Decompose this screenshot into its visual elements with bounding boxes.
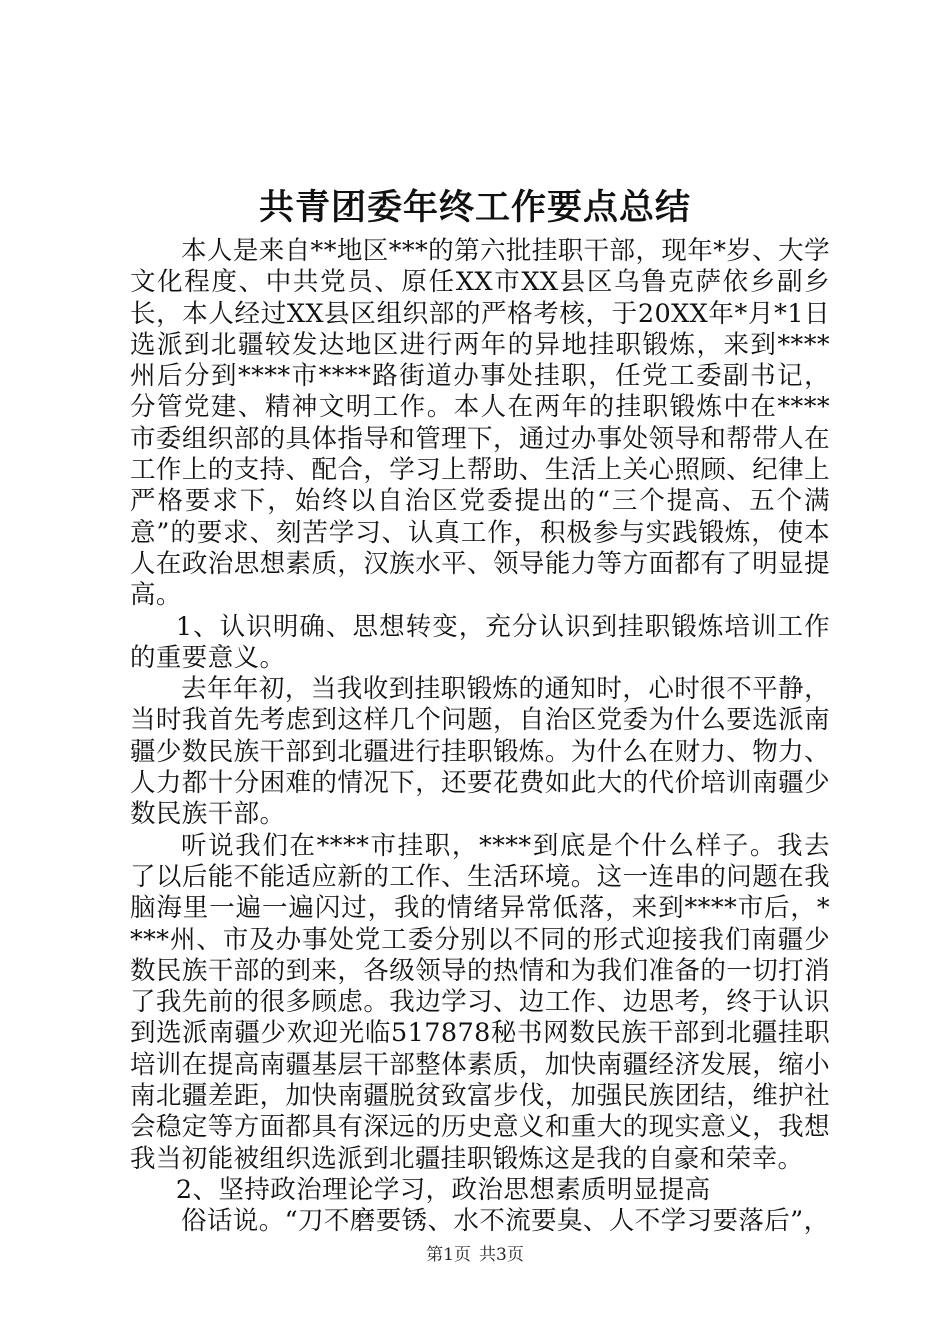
page-total: 共3页	[479, 1245, 524, 1265]
page-number: 第1页	[426, 1245, 471, 1265]
section-heading-1: 1、认识明确、思想转变，充分认识到挂职锻炼培训工作的重要意义。	[130, 611, 830, 673]
paragraph-intro: 本人是来自**地区***的第六批挂职干部，现年*岁、大学文化程度、中共党员、原任XX市XX县区乌鲁克萨依乡副乡长，本人经过XX县区组织部的严格考核，于20XX年*月*1日选派到北疆较发达地区进行两年的异地挂职锻炼，来到****州后分到****市****路街道办事处挂职，任党工委副书记，分管党建、精神文明工作。本人在两年的挂职锻炼中在****市委组织部的具体指导和管理下，通过办事处领导和帮带人在工作上的支持、配合，学习上帮助、生活上关心照顾、纪律上严格要求下，始终以自治区党委提出的“三个提高、五个满意”的要求、刻苦学习、认真工作，积极参与实践锻炼，使本人在政治思想素质，汉族水平、领导能力等方面都有了明显提高。	[130, 236, 830, 611]
paragraph-section1-b: 听说我们在****市挂职，****到底是个什么样子。我去了以后能不能适应新的工作、生活环境。这一连串的问题在我脑海里一遍一遍闪过，我的情绪异常低落，来到****市后，****州、市及办事处党工委分别以不同的形式迎接我们南疆少数民族干部的到来，各级领导的热情和为我们准备的一切打消了我先前的很多顾虑。我边学习、边工作、边思考，终于认识到选派南疆少欢迎光临517878秘书网数民族干部到北疆挂职培训在提高南疆基层干部整体素质，加快南疆经济发展，缩小南北疆差距，加快南疆脱贫致富步伐，加强民族团结，维护社会稳定等方面都具有深远的历史意义和重大的现实意义，我想我当初能被组织选派到北疆挂职锻炼这是我的自豪和荣幸。	[130, 830, 830, 1174]
paragraph-section2-a: 俗话说。“刀不磨要锈、水不流要臭、人不学习要落后”，	[181, 1206, 830, 1237]
document-title: 共青团委年终工作要点总结	[258, 187, 691, 228]
section-heading-2: 2、坚持政治理论学习，政治思想素质明显提高	[175, 1174, 711, 1205]
document-body	[130, 236, 830, 1238]
page-footer	[0, 1244, 950, 1266]
paragraph-section1-a: 去年年初，当我收到挂职锻炼的通知时，心时很不平静，当时我首先考虑到这样几个问题，自治区党委为什么要选派南疆少数民族干部到北疆进行挂职锻炼。为什么在财力、物力、人力都十分困难的情况下，还要花费如此大的代价培训南疆少数民族干部。	[130, 674, 830, 830]
